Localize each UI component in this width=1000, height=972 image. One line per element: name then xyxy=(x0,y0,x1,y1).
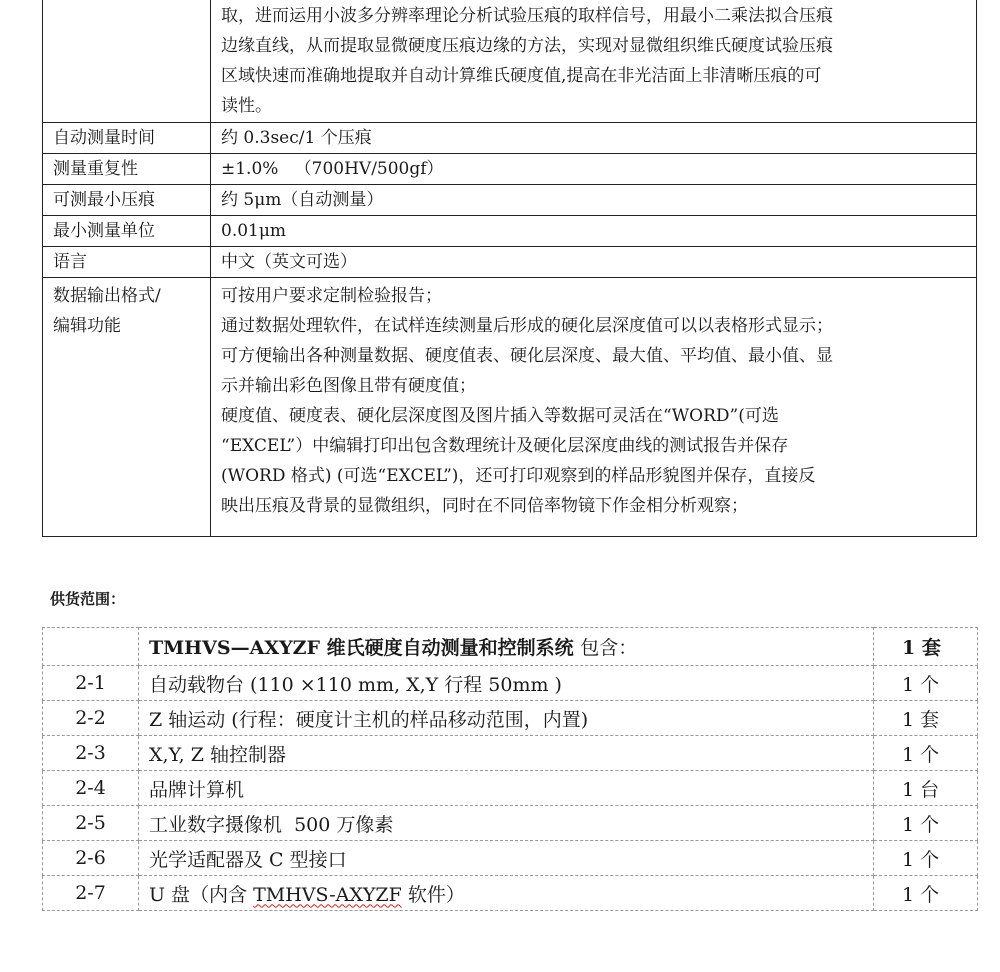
supply-row xyxy=(43,701,978,736)
supply-no: 2-1 xyxy=(43,666,139,701)
supply-row xyxy=(43,876,978,911)
spec-label: 语言 xyxy=(43,247,211,278)
supply-no: 2-5 xyxy=(43,806,139,841)
supply-header-name-plain: 包含： xyxy=(580,637,638,659)
supply-name-part: U 盘（内含 xyxy=(149,883,254,906)
supply-name: Z 轴运动 (行程：硬度计主机的样品移动范围，内置) xyxy=(139,701,874,736)
output-line: 通过数据处理软件，在试样连续测量后形成的硬化层深度值可以以表格形式显示； xyxy=(221,316,833,336)
spec-row xyxy=(43,216,977,247)
output-line: 可按用户要求定制检验报告； xyxy=(221,286,442,306)
supply-name: X,Y, Z 轴控制器 xyxy=(139,736,874,771)
output-line: 可方便输出各种测量数据、硬度值表、硬化层深度、最大值、平均值、最小值、显 xyxy=(221,346,833,366)
output-line: (WORD 格式) (可选“EXCEL”)，还可打印观察到的样品形貌图并保存，直接反 xyxy=(221,466,816,486)
supply-no: 2-6 xyxy=(43,841,139,876)
method-line: 区域快速而准确地提取并自动计算维氏硬度值,提高在非光洁面上非清晰压痕的可 xyxy=(221,66,822,86)
supply-name: 工业数字摄像机 500 万像素 xyxy=(139,806,874,841)
spec-row xyxy=(43,154,977,185)
spec-row xyxy=(43,185,977,216)
supply-qty: 1 个 xyxy=(874,666,978,701)
supply-qty: 1 套 xyxy=(874,701,978,736)
spec-label: 可测最小压痕 xyxy=(43,185,211,216)
supply-qty: 1 个 xyxy=(874,841,978,876)
supply-no: 2-7 xyxy=(43,876,139,911)
spec-row xyxy=(43,247,977,278)
supply-qty: 1 个 xyxy=(874,736,978,771)
supply-qty: 1 个 xyxy=(874,806,978,841)
supply-no: 2-3 xyxy=(43,736,139,771)
method-line: 边缘直线，从而提取显微硬度压痕边缘的方法，实现对显微组织维氏硬度试验压痕 xyxy=(221,36,833,56)
spec-value: 约 0.3sec/1 个压痕 xyxy=(211,123,977,154)
output-label-line: 编辑功能 xyxy=(53,316,121,336)
spec-row-method xyxy=(43,0,977,123)
supply-name: 光学适配器及 C 型接口 xyxy=(139,841,874,876)
method-line: 取，进而运用小波多分辨率理论分析试验压痕的取样信号，用最小二乘法拟合压痕 xyxy=(221,6,833,26)
supply-row xyxy=(43,771,978,806)
supply-row xyxy=(43,736,978,771)
supply-title: 供货范围： xyxy=(50,590,126,608)
output-label-line: 数据输出格式/ xyxy=(53,286,161,306)
supply-header-row xyxy=(43,628,978,666)
supply-no-empty xyxy=(43,628,139,666)
output-line: 示并输出彩色图像且带有硬度值； xyxy=(221,376,476,396)
output-line: “EXCEL”）中编辑打印出包含数理统计及硬化层深度曲线的测试报告并保存 xyxy=(221,436,789,456)
supply-qty: 1 个 xyxy=(874,876,978,911)
supply-no: 2-2 xyxy=(43,701,139,736)
supply-row xyxy=(43,841,978,876)
spec-row xyxy=(43,123,977,154)
supply-name: 自动载物台 (110 ×110 mm, X,Y 行程 50mm ) xyxy=(139,666,874,701)
supply-header-qty: 1 套 xyxy=(874,628,978,666)
spec-label-empty xyxy=(43,0,211,123)
spec-row-output xyxy=(43,278,977,537)
supply-row xyxy=(43,806,978,841)
supply-header-name xyxy=(139,628,874,666)
output-line: 硬度值、硬度表、硬化层深度图及图片插入等数据可灵活在“WORD”(可选 xyxy=(221,406,779,426)
spec-value-method xyxy=(211,0,977,123)
supply-header-name-bold: TMHVS—AXYZF 维氏硬度自动测量和控制系统 xyxy=(149,637,574,659)
spellcheck-marked-word: TMHVS-AXYZF xyxy=(253,883,402,906)
spec-table xyxy=(42,0,977,537)
supply-row xyxy=(43,666,978,701)
spec-label: 自动测量时间 xyxy=(43,123,211,154)
output-line: 映出压痕及背景的显微组织，同时在不同倍率物镜下作金相分析观察； xyxy=(221,496,748,516)
spec-value: 0.01μm xyxy=(211,216,977,247)
supply-qty: 1 台 xyxy=(874,771,978,806)
spec-value: 约 5μm（自动测量） xyxy=(211,185,977,216)
spec-value: ±1.0% （700HV/500gf） xyxy=(211,154,977,185)
supply-name: 品牌计算机 xyxy=(139,771,874,806)
spec-label: 测量重复性 xyxy=(43,154,211,185)
supply-table xyxy=(42,627,978,911)
spec-value: 中文（英文可选） xyxy=(211,247,977,278)
supply-name-part: 软件） xyxy=(401,883,465,906)
spec-label-output xyxy=(43,278,211,537)
supply-name xyxy=(139,876,874,911)
supply-no: 2-4 xyxy=(43,771,139,806)
spec-value-output xyxy=(211,278,977,537)
spec-label: 最小测量单位 xyxy=(43,216,211,247)
method-line: 读性。 xyxy=(221,96,272,116)
